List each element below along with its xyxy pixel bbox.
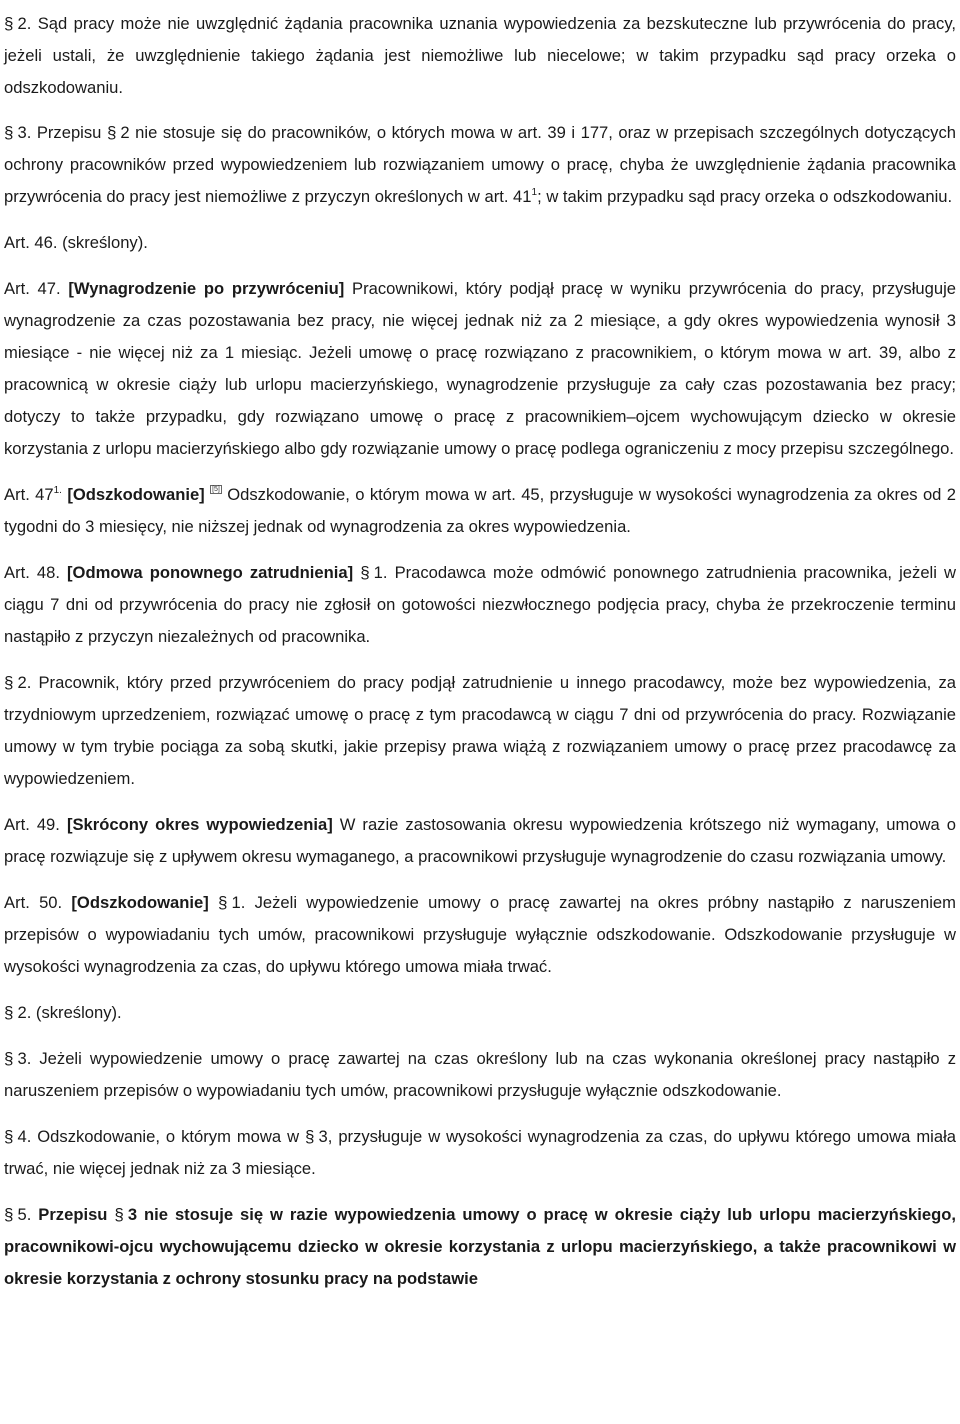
article-50-5 xyxy=(4,1199,956,1295)
article-50-4 xyxy=(4,1121,956,1185)
paragraph-text: 2. Sąd pracy może nie uwzględnić żądania pracownika uznania wypowiedzenia za bezskuteczne lub przywrócenia do pracy, jeżeli ustali, że uwzględnienie takiego żądania jest niemożliwe lub niecelowe; w takim przypadku sąd pracy orzeka o odszkodowaniu. xyxy=(4,14,956,97)
footnote-reference-link[interactable]: [5] xyxy=(212,486,220,493)
section-sign: § xyxy=(305,1127,315,1146)
article-48-2 xyxy=(4,667,956,795)
article-text: 3, przysługuje w wysokości wynagrodzenia za czas, do upływu którego umowa miała trwać, nie więcej jednak niż za 3 miesiące. xyxy=(4,1127,956,1178)
article-text-bold: 3 nie stosuje się w razie wypowiedzenia umowy o pracę w okresie ciąży lub urlopu macierzyńskiego, pracownikowi-ojcu wychowującemu dziecko w okresie korzystania z urlopu macierzyńskiego, a także pracownikowi w okresie korzystania z ochrony stosunku pracy na podstawie xyxy=(4,1205,956,1288)
article-text: Pracownikowi, który podjął pracę w wyniku przywrócenia do pracy, przysługuje wynagrodzenie za czas pozostawania bez pracy, nie więcej jednak niż za 2 miesiące, a gdy okres wypowiedzenia wynosił 3 miesiące - nie więcej niż za 1 miesiąc. Jeżeli umowę o pracę rozwiązano z pracownikiem, o którym mowa w art. 39, albo z pracownicą w okresie ciąży lub urlopu macierzyńskiego, wynagrodzenie przysługuje za cały czas pozostawania bez pracy; dotyczy to także przypadku, gdy rozwiązano umowę o pracę z pracownikiem–ojcem wychowującym dziecko w okresie korzystania z urlopu macierzyńskiego albo gdy rozwiązanie umowy o pracę podlega ograniczeniu z mocy przepisu szczególnego. xyxy=(4,279,956,458)
article-50 xyxy=(4,887,956,983)
article-48 xyxy=(4,557,956,653)
section-sign: § xyxy=(114,1205,124,1224)
paragraph-46-2 xyxy=(4,8,956,104)
article-number: Art. 47 xyxy=(4,485,54,504)
section-sign: § xyxy=(106,123,117,142)
section-sign: § xyxy=(4,1205,14,1224)
paragraph-46-3 xyxy=(4,117,956,213)
article-50-3 xyxy=(4,1043,956,1107)
superscript: 1 xyxy=(531,187,538,198)
section-sign: § xyxy=(218,893,228,912)
paragraph-text: 3. Przepisu xyxy=(17,123,102,142)
article-47-1 xyxy=(4,479,956,543)
article-47 xyxy=(4,273,956,465)
section-sign: § xyxy=(4,123,14,142)
article-text: Art. 46. (skreślony). xyxy=(4,233,148,252)
article-text: W razie zastosowania okresu wypowiedzenia krótszego niż wymagany, umowa o pracę rozwiązuje się z upływem okresu wymaganego, a pracownikowi przysługuje wynagrodzenie do czasu rozwiązania umowy. xyxy=(4,815,956,866)
section-sign: § xyxy=(360,563,370,582)
paragraph-text: ; w takim przypadku sąd pracy orzeka o odszkodowaniu. xyxy=(537,187,953,206)
article-number: Art. 47. xyxy=(4,279,61,298)
article-text: 5. xyxy=(17,1205,32,1224)
article-text: 1. Jeżeli wypowiedzenie umowy o pracę zawartej na okres próbny nastąpiło z naruszeniem przepisów o wypowiadaniu tych umów, pracownikowi przysługuje wyłącznie odszkodowanie. Odszkodowanie przysługuje w wysokości wynagrodzenia za czas, do upływu którego umowa miała trwać. xyxy=(4,893,956,976)
superscript: 1. xyxy=(53,485,62,496)
article-text: 4. Odszkodowanie, o którym mowa w xyxy=(17,1127,300,1146)
article-text-bold: Przepisu xyxy=(38,1205,108,1224)
section-sign: § xyxy=(4,1049,14,1068)
article-text: Odszkodowanie, o którym mowa w art. 45, przysługuje w wysokości wynagrodzenia za okres od 2 tygodni do 3 miesięcy, nie niższej jednak od wynagrodzenia za okres wypowiedzenia. xyxy=(4,485,956,536)
article-number: Art. 49. xyxy=(4,815,60,834)
article-title: [Odszkodowanie] xyxy=(71,893,209,912)
article-text: 2. Pracownik, który przed przywróceniem do pracy podjął zatrudnienie u innego pracodawcy, może bez wypowiedzenia, za trzydniowym uprzedzeniem, rozwiązać umowę o pracę z tym pracodawcą w ciągu 7 dni od przywrócenia do pracy. Rozwiązanie umowy w tym trybie pociąga za sobą skutki, jakie przepisy prawa wiążą z rozwiązaniem umowy o pracę przez pracodawcę za wypowiedzeniem. xyxy=(4,673,956,788)
article-text: 2. (skreślony). xyxy=(17,1003,122,1022)
article-number: Art. 48. xyxy=(4,563,60,582)
section-sign: § xyxy=(4,673,14,692)
document-page xyxy=(4,8,956,1295)
article-text: 3. Jeżeli wypowiedzenie umowy o pracę zawartej na czas określony lub na czas wykonania określonej pracy nastąpiło z naruszeniem przepisów o wypowiadaniu tych umów, pracownikowi przysługuje wyłącznie odszkodowanie. xyxy=(4,1049,956,1100)
article-50-2 xyxy=(4,997,956,1029)
section-sign: § xyxy=(4,1127,14,1146)
article-title: [Odmowa ponownego zatrudnienia] xyxy=(67,563,354,582)
paragraph-text: 2 nie stosuje się do pracowników, o których mowa w art. 39 i 177, oraz w przepisach szczególnych dotyczących ochrony pracowników przed wypowiedzeniem lub rozwiązaniem umowy o pracę, chyba że uwzględnienie żądania pracownika przywrócenia do pracy jest niemożliwe z przyczyn określonych w art. 41 xyxy=(4,123,956,206)
article-title: [Wynagrodzenie po przywróceniu] xyxy=(68,279,345,298)
article-title: [Odszkodowanie] xyxy=(67,485,205,504)
section-sign: § xyxy=(4,14,14,33)
article-number: Art. 50. xyxy=(4,893,63,912)
article-46 xyxy=(4,227,956,259)
section-sign: § xyxy=(4,1003,14,1022)
article-title: [Skrócony okres wypowiedzenia] xyxy=(66,815,333,834)
article-text: 1. Pracodawca może odmówić ponownego zatrudnienia pracownika, jeżeli w ciągu 7 dni od przywrócenia do pracy nie zgłosił on gotowości niezwłocznego podjęcia pracy, chyba że przekroczenie terminu nastąpiło z przyczyn niezależnych od pracownika. xyxy=(4,563,956,646)
article-49 xyxy=(4,809,956,873)
